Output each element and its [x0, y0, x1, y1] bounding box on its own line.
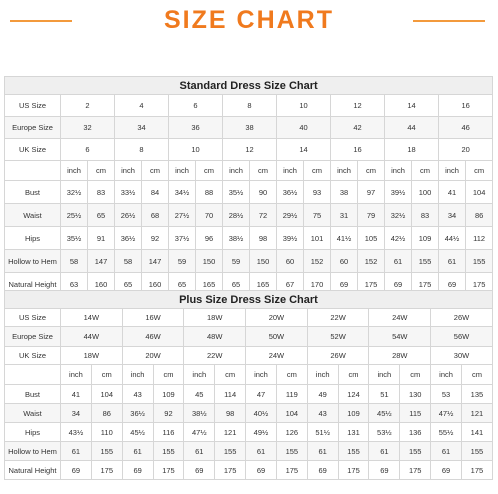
unit-cell: cm	[196, 161, 223, 181]
value-cell: 97	[358, 181, 385, 204]
value-cell: 38½	[184, 404, 215, 423]
measurement-row	[5, 227, 493, 250]
value-cell: 68	[142, 204, 169, 227]
value-cell: 28½	[223, 204, 250, 227]
value-cell: 32½	[61, 181, 88, 204]
size-cell: 46	[439, 117, 493, 139]
row-label: Bust	[5, 385, 61, 404]
unit-cell: inch	[169, 161, 196, 181]
header-right-line	[413, 20, 485, 22]
us-size-row	[5, 309, 493, 327]
value-cell: 69	[307, 461, 338, 480]
value-cell: 43	[122, 385, 153, 404]
value-cell: 114	[215, 385, 246, 404]
value-cell: 61	[122, 442, 153, 461]
row-label: Europe Size	[5, 327, 61, 347]
us-size-row	[5, 95, 493, 117]
value-cell: 65	[169, 273, 196, 296]
uk-size-row	[5, 139, 493, 161]
value-cell: 109	[153, 385, 184, 404]
row-label: Hips	[5, 423, 61, 442]
value-cell: 34	[439, 204, 466, 227]
unit-cell: cm	[88, 161, 115, 181]
value-cell: 69	[439, 273, 466, 296]
unit-cell: inch	[61, 365, 92, 385]
value-cell: 41½	[331, 227, 358, 250]
unit-cell: inch	[61, 161, 88, 181]
value-cell: 104	[466, 181, 493, 204]
value-cell: 61	[307, 442, 338, 461]
value-cell: 175	[338, 461, 369, 480]
unit-cell: cm	[215, 365, 246, 385]
size-cell: 18	[385, 139, 439, 161]
size-cell: 4	[115, 95, 169, 117]
size-cell: 26W	[431, 309, 493, 327]
measurement-row	[5, 442, 493, 461]
value-cell: 69	[184, 461, 215, 480]
unit-cell: cm	[276, 365, 307, 385]
value-cell: 47	[246, 385, 277, 404]
value-cell: 175	[466, 273, 493, 296]
measurement-row	[5, 461, 493, 480]
value-cell: 59	[169, 250, 196, 273]
value-cell: 25½	[61, 204, 88, 227]
measurement-row	[5, 204, 493, 227]
size-cell: 2	[61, 95, 115, 117]
size-cell: 50W	[246, 327, 308, 347]
size-cell: 20W	[122, 347, 184, 365]
value-cell: 42½	[385, 227, 412, 250]
size-cell: 46W	[122, 327, 184, 347]
value-cell: 45½	[369, 404, 400, 423]
row-label: Bust	[5, 181, 61, 204]
value-cell: 69	[61, 461, 92, 480]
value-cell: 47½	[431, 404, 462, 423]
value-cell: 98	[250, 227, 277, 250]
value-cell: 105	[358, 227, 385, 250]
value-cell: 59	[223, 250, 250, 273]
size-cell: 24W	[246, 347, 308, 365]
value-cell: 34	[61, 404, 92, 423]
units-row	[5, 365, 493, 385]
value-cell: 150	[196, 250, 223, 273]
size-cell: 24W	[369, 309, 431, 327]
value-cell: 126	[276, 423, 307, 442]
value-cell: 93	[304, 181, 331, 204]
value-cell: 40½	[246, 404, 277, 423]
unit-cell: inch	[184, 365, 215, 385]
value-cell: 124	[338, 385, 369, 404]
value-cell: 155	[461, 442, 492, 461]
unit-cell: inch	[277, 161, 304, 181]
value-cell: 104	[276, 404, 307, 423]
size-cell: 38	[223, 117, 277, 139]
value-cell: 36½	[277, 181, 304, 204]
units-row	[5, 161, 493, 181]
plus-size-table	[4, 290, 493, 480]
value-cell: 63	[61, 273, 88, 296]
unit-cell: cm	[338, 365, 369, 385]
value-cell: 100	[412, 181, 439, 204]
value-cell: 53½	[369, 423, 400, 442]
value-cell: 101	[304, 227, 331, 250]
size-cell: 56W	[431, 327, 493, 347]
value-cell: 69	[385, 273, 412, 296]
value-cell: 38½	[223, 227, 250, 250]
value-cell: 175	[412, 273, 439, 296]
value-cell: 121	[215, 423, 246, 442]
value-cell: 65	[115, 273, 142, 296]
value-cell: 38	[331, 181, 358, 204]
value-cell: 175	[461, 461, 492, 480]
value-cell: 61	[61, 442, 92, 461]
value-cell: 55½	[431, 423, 462, 442]
unit-cell: inch	[369, 365, 400, 385]
value-cell: 98	[215, 404, 246, 423]
value-cell: 109	[338, 404, 369, 423]
size-cell: 48W	[184, 327, 246, 347]
size-cell: 54W	[369, 327, 431, 347]
size-cell: 10	[277, 95, 331, 117]
value-cell: 115	[400, 404, 431, 423]
value-cell: 45	[184, 385, 215, 404]
row-label: Natural Height	[5, 461, 61, 480]
value-cell: 67	[277, 273, 304, 296]
row-label: UK Size	[5, 139, 61, 161]
value-cell: 175	[400, 461, 431, 480]
value-cell: 130	[400, 385, 431, 404]
value-cell: 65	[88, 204, 115, 227]
europe-size-row	[5, 327, 493, 347]
value-cell: 43½	[61, 423, 92, 442]
unit-cell: cm	[91, 365, 122, 385]
unit-cell: cm	[466, 161, 493, 181]
value-cell: 58	[61, 250, 88, 273]
unit-cell: cm	[304, 161, 331, 181]
value-cell: 155	[338, 442, 369, 461]
table-title-row	[5, 291, 493, 309]
value-cell: 58	[115, 250, 142, 273]
value-cell: 90	[250, 181, 277, 204]
value-cell: 135	[461, 385, 492, 404]
unit-cell: cm	[461, 365, 492, 385]
size-cell: 14	[277, 139, 331, 161]
value-cell: 31	[331, 204, 358, 227]
measurement-row	[5, 385, 493, 404]
size-cell: 6	[61, 139, 115, 161]
size-cell: 22W	[307, 309, 369, 327]
value-cell: 165	[196, 273, 223, 296]
row-label: Waist	[5, 404, 61, 423]
value-cell: 61	[246, 442, 277, 461]
value-cell: 175	[276, 461, 307, 480]
value-cell: 155	[276, 442, 307, 461]
value-cell: 92	[153, 404, 184, 423]
value-cell: 155	[412, 250, 439, 273]
unit-cell: cm	[358, 161, 385, 181]
value-cell: 36½	[115, 227, 142, 250]
value-cell: 92	[142, 227, 169, 250]
value-cell: 86	[91, 404, 122, 423]
value-cell: 104	[91, 385, 122, 404]
value-cell: 109	[412, 227, 439, 250]
value-cell: 51½	[307, 423, 338, 442]
value-cell: 60	[277, 250, 304, 273]
value-cell: 39½	[385, 181, 412, 204]
value-cell: 96	[196, 227, 223, 250]
unit-cell: inch	[307, 365, 338, 385]
value-cell: 175	[215, 461, 246, 480]
size-cell: 8	[223, 95, 277, 117]
value-cell: 152	[358, 250, 385, 273]
value-cell: 41	[61, 385, 92, 404]
row-label: UK Size	[5, 347, 61, 365]
size-cell: 34	[115, 117, 169, 139]
size-cell: 16W	[122, 309, 184, 327]
value-cell: 175	[153, 461, 184, 480]
value-cell: 29½	[277, 204, 304, 227]
measurement-row	[5, 423, 493, 442]
size-cell: 36	[169, 117, 223, 139]
value-cell: 155	[215, 442, 246, 461]
value-cell: 83	[88, 181, 115, 204]
size-cell: 16	[331, 139, 385, 161]
size-cell: 42	[331, 117, 385, 139]
value-cell: 147	[88, 250, 115, 273]
value-cell: 36½	[122, 404, 153, 423]
size-cell: 40	[277, 117, 331, 139]
value-cell: 175	[358, 273, 385, 296]
row-label: Hollow to Hem	[5, 250, 61, 273]
unit-cell: inch	[385, 161, 412, 181]
measurement-row	[5, 404, 493, 423]
value-cell: 37½	[169, 227, 196, 250]
row-label: Natural Height	[5, 273, 61, 296]
value-cell: 155	[400, 442, 431, 461]
size-cell: 52W	[307, 327, 369, 347]
size-cell: 20W	[246, 309, 308, 327]
size-cell: 20	[439, 139, 493, 161]
value-cell: 35½	[61, 227, 88, 250]
unit-cell: cm	[153, 365, 184, 385]
value-cell: 155	[91, 442, 122, 461]
size-cell: 32	[61, 117, 115, 139]
value-cell: 116	[153, 423, 184, 442]
header	[0, 0, 498, 46]
unit-cell: cm	[412, 161, 439, 181]
value-cell: 141	[461, 423, 492, 442]
measurement-row	[5, 250, 493, 273]
value-cell: 83	[412, 204, 439, 227]
value-cell: 112	[466, 227, 493, 250]
value-cell: 61	[385, 250, 412, 273]
value-cell: 47½	[184, 423, 215, 442]
row-label: Europe Size	[5, 117, 61, 139]
size-cell: 30W	[431, 347, 493, 365]
row-label: Waist	[5, 204, 61, 227]
value-cell: 136	[400, 423, 431, 442]
value-cell: 165	[250, 273, 277, 296]
size-cell: 12	[331, 95, 385, 117]
unit-cell: inch	[439, 161, 466, 181]
value-cell: 121	[461, 404, 492, 423]
units-label-cell	[5, 161, 61, 181]
value-cell: 160	[88, 273, 115, 296]
value-cell: 160	[142, 273, 169, 296]
value-cell: 69	[331, 273, 358, 296]
size-cell: 26W	[307, 347, 369, 365]
size-cell: 16	[439, 95, 493, 117]
row-label: Hollow to Hem	[5, 442, 61, 461]
table-title-row	[5, 77, 493, 95]
value-cell: 61	[369, 442, 400, 461]
size-cell: 6	[169, 95, 223, 117]
value-cell: 43	[307, 404, 338, 423]
unit-cell: inch	[122, 365, 153, 385]
value-cell: 119	[276, 385, 307, 404]
value-cell: 34½	[169, 181, 196, 204]
size-cell: 8	[115, 139, 169, 161]
value-cell: 131	[338, 423, 369, 442]
value-cell: 86	[466, 204, 493, 227]
unit-cell: inch	[115, 161, 142, 181]
value-cell: 51	[369, 385, 400, 404]
value-cell: 150	[250, 250, 277, 273]
value-cell: 70	[196, 204, 223, 227]
value-cell: 49	[307, 385, 338, 404]
table-title: Standard Dress Size Chart	[5, 77, 493, 95]
value-cell: 39½	[277, 227, 304, 250]
value-cell: 27½	[169, 204, 196, 227]
value-cell: 155	[153, 442, 184, 461]
value-cell: 45½	[122, 423, 153, 442]
value-cell: 75	[304, 204, 331, 227]
size-cell: 10	[169, 139, 223, 161]
value-cell: 147	[142, 250, 169, 273]
unit-cell: inch	[431, 365, 462, 385]
value-cell: 61	[184, 442, 215, 461]
size-cell: 12	[223, 139, 277, 161]
value-cell: 79	[358, 204, 385, 227]
value-cell: 35½	[223, 181, 250, 204]
row-label: US Size	[5, 95, 61, 117]
value-cell: 41	[439, 181, 466, 204]
value-cell: 65	[223, 273, 250, 296]
value-cell: 69	[369, 461, 400, 480]
value-cell: 44½	[439, 227, 466, 250]
value-cell: 84	[142, 181, 169, 204]
units-label-cell	[5, 365, 61, 385]
value-cell: 33½	[115, 181, 142, 204]
value-cell: 110	[91, 423, 122, 442]
value-cell: 61	[431, 442, 462, 461]
value-cell: 32½	[385, 204, 412, 227]
size-cell: 44	[385, 117, 439, 139]
value-cell: 152	[304, 250, 331, 273]
value-cell: 91	[88, 227, 115, 250]
size-cell: 28W	[369, 347, 431, 365]
unit-cell: cm	[400, 365, 431, 385]
unit-cell: cm	[250, 161, 277, 181]
size-cell: 14	[385, 95, 439, 117]
table-title: Plus Size Dress Size Chart	[5, 291, 493, 309]
uk-size-row	[5, 347, 493, 365]
size-cell: 18W	[184, 309, 246, 327]
value-cell: 61	[439, 250, 466, 273]
value-cell: 170	[304, 273, 331, 296]
europe-size-row	[5, 117, 493, 139]
unit-cell: inch	[223, 161, 250, 181]
value-cell: 72	[250, 204, 277, 227]
value-cell: 69	[122, 461, 153, 480]
value-cell: 49½	[246, 423, 277, 442]
value-cell: 88	[196, 181, 223, 204]
value-cell: 53	[431, 385, 462, 404]
row-label: Hips	[5, 227, 61, 250]
unit-cell: inch	[246, 365, 277, 385]
size-cell: 14W	[61, 309, 123, 327]
standard-size-table	[4, 76, 493, 296]
unit-cell: inch	[331, 161, 358, 181]
value-cell: 155	[466, 250, 493, 273]
unit-cell: cm	[142, 161, 169, 181]
measurement-row	[5, 181, 493, 204]
value-cell: 69	[246, 461, 277, 480]
value-cell: 26½	[115, 204, 142, 227]
value-cell: 69	[431, 461, 462, 480]
value-cell: 175	[91, 461, 122, 480]
size-cell: 22W	[184, 347, 246, 365]
size-cell: 44W	[61, 327, 123, 347]
row-label: US Size	[5, 309, 61, 327]
value-cell: 60	[331, 250, 358, 273]
size-cell: 18W	[61, 347, 123, 365]
page-title: SIZE CHART	[164, 6, 334, 34]
